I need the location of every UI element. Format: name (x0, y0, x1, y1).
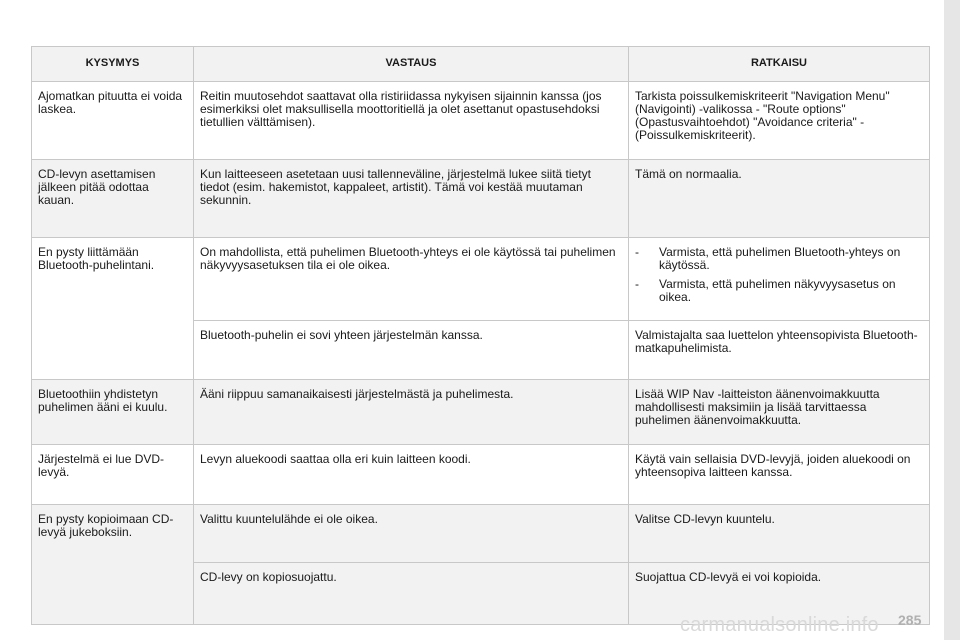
question-cell: CD-levyn asettamisen jälkeen pitää odottaa kauan. (32, 160, 194, 238)
answer-cell: CD-levy on kopiosuojattu. (194, 563, 629, 625)
page-edge-band (944, 0, 960, 640)
watermark: carmanualsonline.info (680, 614, 879, 636)
page-number: 285 (898, 612, 922, 628)
solution-cell (629, 238, 930, 321)
question-cell: En pysty liittämään Bluetooth-puhelintani. (32, 238, 194, 380)
table-row (32, 505, 930, 563)
solution-item-text: Varmista, että puhelimen Bluetooth-yhteys on käytössä. (659, 245, 901, 272)
table-row (32, 82, 930, 160)
solution-cell: Tarkista poissulkemiskriteerit "Navigation Menu" (Navigointi) -valikossa - "Route options" (Opastusvaihtoehdot) "Avoidance criteria" - (Poissulkemiskriteerit). (629, 82, 930, 160)
table-header-row (32, 47, 930, 82)
table-row (32, 160, 930, 238)
column-header-solution: RATKAISU (629, 47, 930, 82)
question-cell: Järjestelmä ei lue DVD-levyä. (32, 445, 194, 505)
answer-cell: Bluetooth-puhelin ei sovi yhteen järjestelmän kanssa. (194, 321, 629, 380)
solution-cell: Valitse CD-levyn kuuntelu. (629, 505, 930, 563)
faq-table (31, 46, 930, 625)
solution-item-text: Varmista, että puhelimen näkyvyysasetus on oikea. (659, 277, 896, 304)
answer-cell: Levyn aluekoodi saattaa olla eri kuin laitteen koodi. (194, 445, 629, 505)
column-header-question: KYSYMYS (32, 47, 194, 82)
solution-list-item: - Varmista, että puhelimen näkyvyysasetus on oikea. (635, 277, 896, 304)
answer-cell: Reitin muutosehdot saattavat olla ristiriidassa nykyisen sijainnin kanssa (jos esimerkiksi olet maksullisella moottoritiellä ja olet asettanut opastusehdoksi tietullien välttämisen). (194, 82, 629, 160)
solution-cell: Suojattua CD-levyä ei voi kopioida. (629, 563, 930, 625)
column-header-answer: VASTAUS (194, 47, 629, 82)
answer-cell: Ääni riippuu samanaikaisesti järjestelmästä ja puhelimesta. (194, 380, 629, 445)
table-row (32, 238, 930, 321)
question-cell: Bluetoothiin yhdistetyn puhelimen ääni ei kuulu. (32, 380, 194, 445)
solution-cell: Tämä on normaalia. (629, 160, 930, 238)
answer-cell: On mahdollista, että puhelimen Bluetooth-yhteys ei ole käytössä tai puhelimen näkyvyysasetuksen tila ei ole oikea. (194, 238, 629, 321)
answer-cell: Kun laitteeseen asetetaan uusi tallenneväline, järjestelmä lukee siitä tietyt tiedot (esim. hakemistot, kappaleet, artistit). Tämä voi kestää muutaman sekunnin. (194, 160, 629, 238)
table-row (32, 445, 930, 505)
solution-list-item: - Varmista, että puhelimen Bluetooth-yhteys on käytössä. (635, 245, 901, 272)
question-cell: Ajomatkan pituutta ei voida laskea. (32, 82, 194, 160)
solution-cell: Valmistajalta saa luettelon yhteensopivista Bluetooth-matkapuhelimista. (629, 321, 930, 380)
solution-cell: Lisää WIP Nav -laitteiston äänenvoimakkuutta mahdollisesti maksimiin ja lisää tarvittaessa puhelimen äänenvoimakkuutta. (629, 380, 930, 445)
table-row (32, 380, 930, 445)
question-cell: En pysty kopioimaan CD-levyä jukeboksiin. (32, 505, 194, 625)
solution-cell: Käytä vain sellaisia DVD-levyjä, joiden aluekoodi on yhteensopiva laitteen kanssa. (629, 445, 930, 505)
answer-cell: Valittu kuuntelulähde ei ole oikea. (194, 505, 629, 563)
solution-list (635, 246, 923, 304)
